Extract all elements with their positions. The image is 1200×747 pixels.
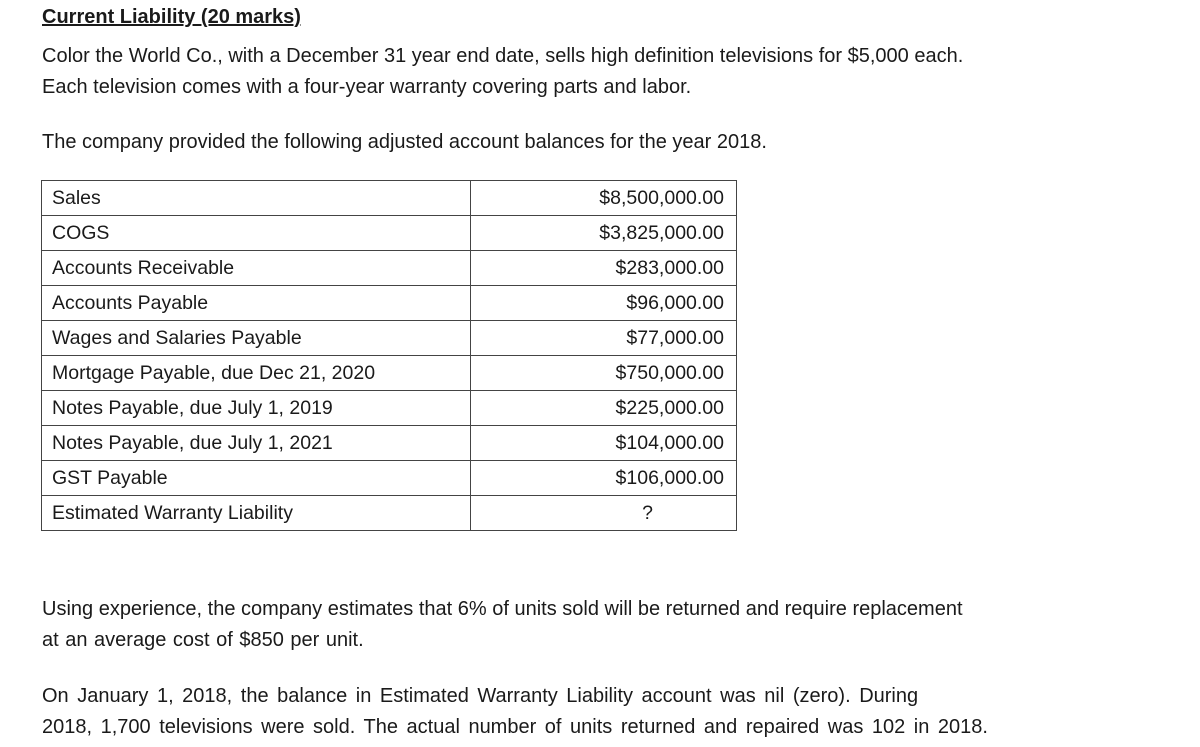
account-amount-cell: $750,000.00	[471, 356, 737, 391]
balances-intro-text: The company provided the following adjusted account balances for the year 2018.	[42, 131, 767, 153]
table-row	[42, 216, 737, 251]
table-row	[42, 356, 737, 391]
experience-line: Using experience, the company estimates that 6% of units sold will be returned and require replacement	[42, 598, 963, 620]
account-amount-cell: ?	[471, 496, 737, 531]
account-amount-cell: $77,000.00	[471, 321, 737, 356]
intro-line: Color the World Co., with a December 31 year end date, sells high definition televisions for $5,000 each.	[42, 45, 964, 67]
table-row	[42, 426, 737, 461]
account-amount-cell: $3,825,000.00	[471, 216, 737, 251]
intro-line: Each television comes with a four-year warranty covering parts and labor.	[42, 76, 692, 98]
account-name-cell: GST Payable	[42, 461, 471, 496]
account-amount-cell: $225,000.00	[471, 391, 737, 426]
account-name-cell: Wages and Salaries Payable	[42, 321, 471, 356]
experience-paragraph	[42, 594, 963, 656]
account-name-cell: Notes Payable, due July 1, 2019	[42, 391, 471, 426]
account-amount-cell: $8,500,000.00	[471, 181, 737, 216]
account-name-cell: Accounts Receivable	[42, 251, 471, 286]
table-row	[42, 496, 737, 531]
balances-intro-paragraph	[42, 127, 767, 158]
table-row	[42, 251, 737, 286]
january-line: On January 1, 2018, the balance in Estimated Warranty Liability account was nil (zero). During	[42, 685, 919, 707]
account-amount-cell: $283,000.00	[471, 251, 737, 286]
account-name-cell: Notes Payable, due July 1, 2021	[42, 426, 471, 461]
table-row	[42, 181, 737, 216]
account-amount-cell: $96,000.00	[471, 286, 737, 321]
intro-paragraph	[42, 41, 963, 103]
table-row	[42, 391, 737, 426]
table-row	[42, 321, 737, 356]
january-paragraph	[42, 681, 988, 743]
question-heading: Current Liability (20 marks)	[42, 6, 301, 28]
table-row	[42, 286, 737, 321]
table-row	[42, 461, 737, 496]
account-name-cell: Mortgage Payable, due Dec 21, 2020	[42, 356, 471, 391]
experience-line: at an average cost of $850 per unit.	[42, 629, 364, 651]
account-name-cell: Sales	[42, 181, 471, 216]
account-amount-cell: $104,000.00	[471, 426, 737, 461]
account-balances-table	[41, 180, 737, 531]
january-line: 2018, 1,700 televisions were sold. The actual number of units returned and repaired was 102 in 2018.	[42, 716, 988, 738]
account-name-cell: Accounts Payable	[42, 286, 471, 321]
account-name-cell: COGS	[42, 216, 471, 251]
account-name-cell: Estimated Warranty Liability	[42, 496, 471, 531]
account-amount-cell: $106,000.00	[471, 461, 737, 496]
